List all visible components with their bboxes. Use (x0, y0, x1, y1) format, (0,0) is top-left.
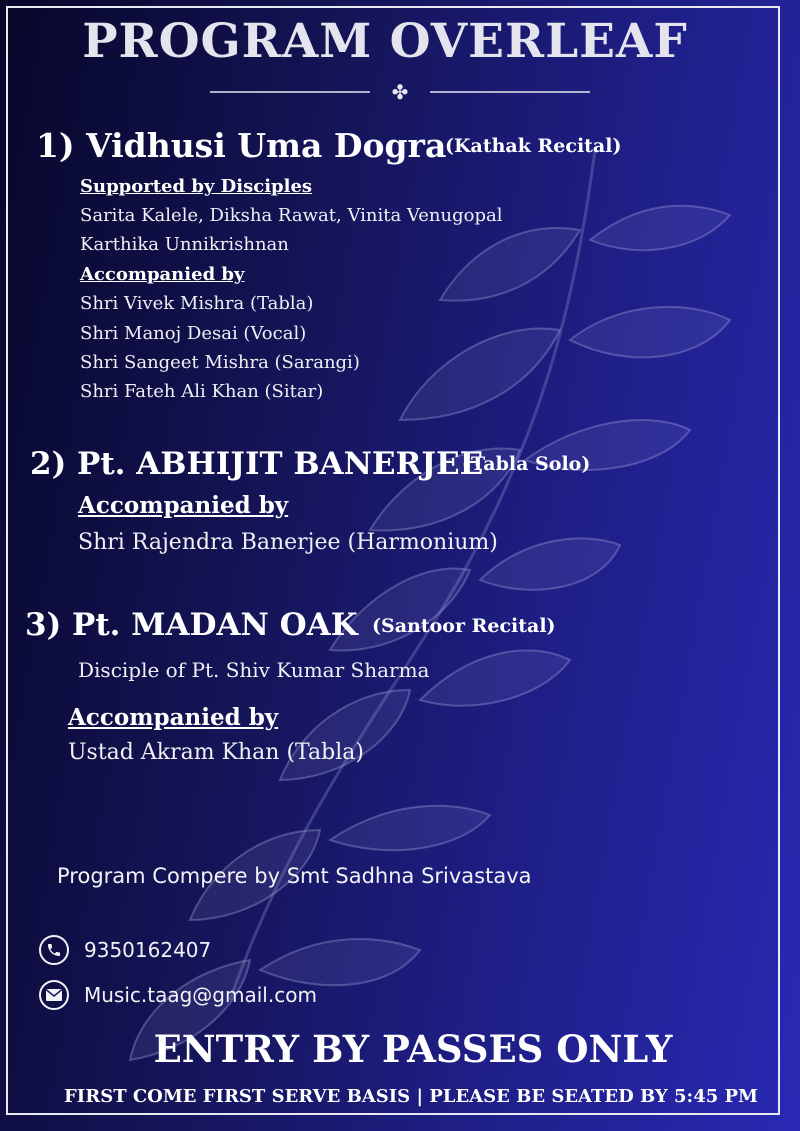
envelope-icon (39, 980, 69, 1010)
entry-notice: ENTRY BY PASSES ONLY (153, 1027, 673, 1071)
accompanist-line: Shri Manoj Desai (Vocal) (80, 323, 307, 344)
page-title: PROGRAM OVERLEAF (82, 14, 688, 69)
accompanied-label: Accompanied by (68, 704, 279, 731)
ornament-flourish-icon: ✤ (391, 80, 409, 104)
compere-text: Program Compere by Smt Sadhna Srivastava (57, 864, 532, 888)
disciples-line: Sarita Kalele, Diksha Rawat, Vinita Venugopal (80, 205, 503, 226)
footer-notice: FIRST COME FIRST SERVE BASIS | PLEASE BE SEATED BY 5:45 PM (64, 1086, 758, 1107)
performer-3-heading: 3) Pt. MADAN OAK (25, 607, 358, 643)
performer-3-role: (Santoor Recital) (372, 615, 556, 637)
disciples-line: Karthika Unnikrishnan (80, 234, 289, 255)
accompanied-label: Accompanied by (80, 264, 245, 285)
performer-1-role: (Kathak Recital) (445, 135, 622, 157)
phone-icon (39, 935, 69, 965)
performer-2-heading: 2) Pt. ABHIJIT BANERJEE (30, 446, 484, 482)
performer-3-note: Disciple of Pt. Shiv Kumar Sharma (78, 658, 430, 682)
accompanist-line: Shri Vivek Mishra (Tabla) (80, 293, 314, 314)
phone-number[interactable]: 9350162407 (84, 938, 212, 962)
accompanist-line: Ustad Akram Khan (Tabla) (68, 740, 364, 765)
accompanist-line: Shri Fateh Ali Khan (Sitar) (80, 381, 324, 402)
performer-2-role: (Tabla Solo) (462, 453, 591, 475)
accompanied-label: Accompanied by (78, 492, 289, 519)
title-ornament-divider (210, 80, 590, 104)
performer-1-heading: 1) Vidhusi Uma Dogra (36, 126, 447, 165)
accompanist-line: Shri Rajendra Banerjee (Harmonium) (78, 530, 498, 555)
email-address[interactable]: Music.taag@gmail.com (84, 983, 317, 1007)
accompanist-line: Shri Sangeet Mishra (Sarangi) (80, 352, 360, 373)
disciples-label: Supported by Disciples (80, 176, 313, 197)
